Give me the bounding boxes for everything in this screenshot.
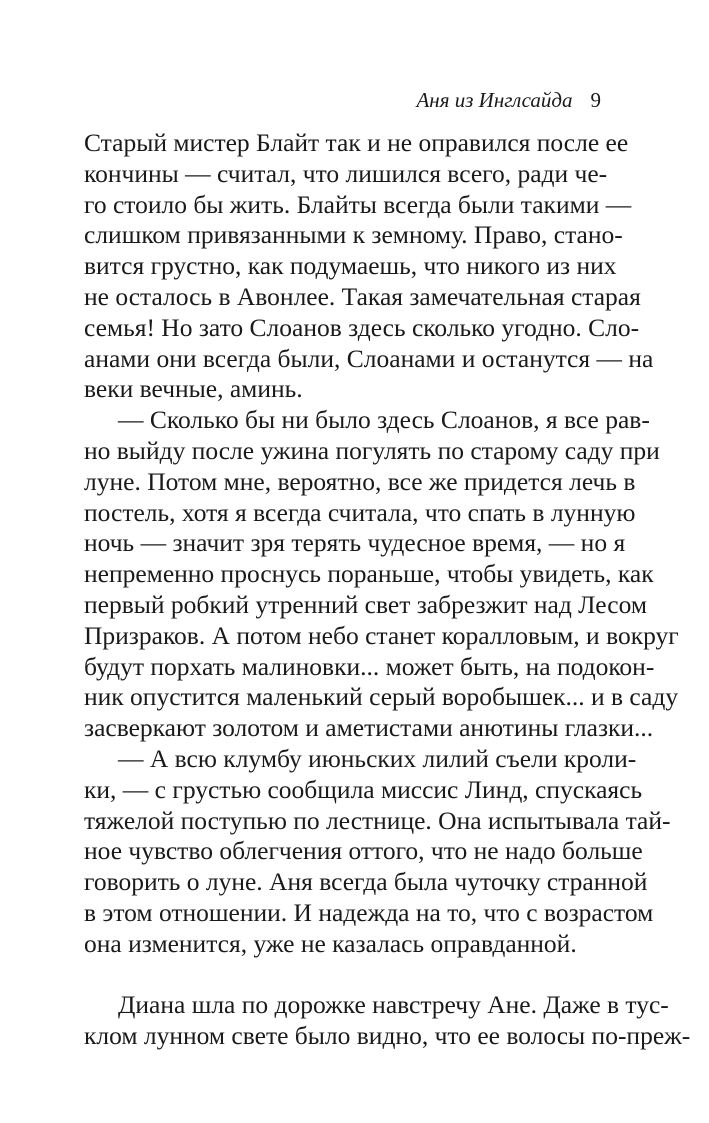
text-line: будут порхать малиновки... может быть, на подокон-: [84, 651, 655, 681]
text-line: ное чувство облегчения оттого, что не надо больше: [84, 836, 643, 866]
text-line: не осталось в Авонлее. Такая замечательная старая: [84, 281, 641, 311]
text-line: говорить о луне. Аня всегда была чуточку странной: [84, 867, 648, 897]
text-line: в этом отношении. И надежда на то, что с возрастом: [84, 897, 654, 927]
text-line: Призраков. А потом небо станет коралловым, и вокруг: [84, 620, 679, 650]
text-line: семья! Но зато Слоанов здесь сколько угодно. Сло-: [84, 312, 640, 342]
text-line: ки, — с грустью сообщила миссис Линд, спускаясь: [84, 774, 643, 804]
text-line: го стоило бы жить. Блайты всегда были такими —: [84, 189, 632, 219]
paragraph: [84, 990, 691, 1052]
text-line: но выйду после ужина погулять по старому саду при: [84, 435, 660, 465]
text-line: слишком привязанными к земному. Право, стано-: [84, 220, 623, 250]
paragraph: [84, 405, 679, 744]
text-line: Диана шла по дорожке навстречу Ане. Даже в тус-: [118, 990, 669, 1020]
text-line: Старый мистер Блайт так и не оправился после ее: [84, 128, 629, 157]
text-line: постель, хотя я всегда считала, что спать в лунную: [84, 497, 636, 527]
running-title: Аня из Инглсайда: [416, 88, 573, 112]
text-line: засверкают золотом и аметистами анютины глазки...: [84, 713, 654, 743]
text-line: вится грустно, как подумаешь, что никого из них: [84, 251, 617, 281]
text-line: она изменится, уже не казалась оправданной.: [84, 928, 577, 958]
page-number: 9: [590, 88, 601, 112]
body-text: [84, 128, 691, 1052]
paragraph: [84, 128, 654, 405]
running-header: [416, 88, 601, 113]
text-line: — А всю клумбу июньских лилий съели кроли-: [118, 743, 637, 773]
text-line: — Сколько бы ни было здесь Слоанов, я все рав-: [118, 405, 650, 435]
text-line: клом лунном свете было видно, что ее волосы по-преж-: [84, 1021, 691, 1051]
section-break: [84, 960, 604, 991]
text-line: непременно проснусь пораньше, чтобы увидеть, как: [84, 559, 654, 589]
text-line: ник опустится маленький серый воробышек... и в саду: [84, 682, 679, 712]
text-line: первый робкий утренний свет забрезжит над Лесом: [84, 589, 647, 619]
text-line: ночь — значит зря терять чудесное время, — но я: [84, 528, 626, 558]
text-line: тяжелой поступью по лестнице. Она испытывала тай-: [84, 805, 671, 835]
text-line: анами они всегда были, Слоанами и останутся — на: [84, 343, 654, 373]
text-line: кончины — считал, что лишился всего, ради че-: [84, 158, 608, 188]
text-line: луне. Потом мне, вероятно, все же придется лечь в: [84, 466, 636, 496]
text-line: веки вечные, аминь.: [84, 374, 303, 404]
paragraph: [84, 743, 671, 960]
